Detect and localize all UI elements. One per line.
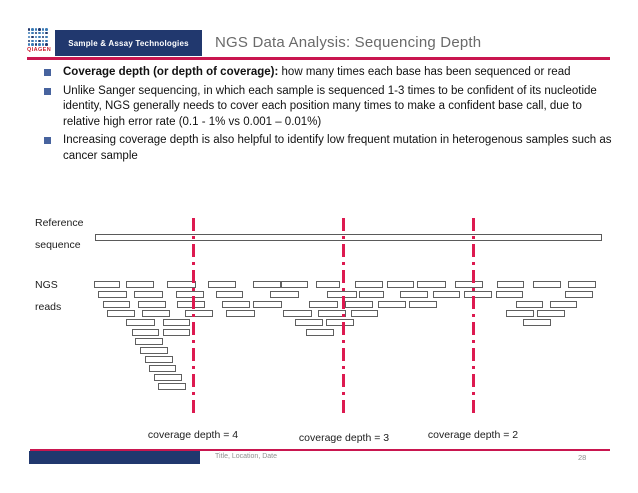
ngs-read	[126, 281, 154, 288]
logo-dot-icon	[45, 43, 48, 46]
ngs-read	[138, 301, 166, 308]
ngs-read	[163, 319, 190, 326]
logo-dot-icon	[38, 28, 41, 31]
header-divider	[27, 57, 610, 60]
ngs-read	[533, 281, 561, 288]
ngs-read	[433, 291, 460, 298]
ngs-read	[134, 291, 163, 298]
ngs-read	[176, 291, 204, 298]
page-number: 28	[578, 453, 587, 462]
ngs-read	[455, 281, 483, 288]
ngs-read	[523, 319, 551, 326]
ngs-reads-label-line2: reads	[35, 301, 62, 313]
logo-dot-icon	[35, 32, 38, 35]
ngs-read	[496, 291, 523, 298]
coverage-position-dashed-line	[192, 218, 195, 417]
logo-dot-icon	[28, 32, 31, 35]
logo-dot-icon	[31, 43, 34, 46]
ngs-read	[216, 291, 243, 298]
ngs-read	[506, 310, 534, 317]
ngs-read	[226, 310, 255, 317]
ngs-read	[309, 301, 338, 308]
ngs-read	[163, 329, 190, 336]
qiagen-dot-matrix-icon	[27, 28, 49, 46]
ngs-read	[253, 301, 282, 308]
logo-dot-icon	[35, 36, 38, 39]
bullet-rest: Increasing coverage depth is also helpful to identify low frequent mutation in heterogenous samples such as cancer sample	[63, 134, 612, 162]
ngs-read	[497, 281, 524, 288]
ngs-read	[283, 310, 312, 317]
ngs-read	[103, 301, 130, 308]
ngs-read	[316, 281, 340, 288]
logo-dot-icon	[28, 43, 31, 46]
ngs-read	[135, 338, 163, 345]
logo-dot-icon	[38, 32, 41, 35]
page-title: NGS Data Analysis: Sequencing Depth	[215, 34, 482, 51]
ngs-read	[94, 281, 120, 288]
coverage-position-dashed-line	[472, 218, 475, 417]
footer-navy-bar	[29, 451, 200, 464]
coverage-position-dashed-line	[342, 218, 345, 417]
ngs-read	[132, 329, 159, 336]
ngs-read	[345, 301, 373, 308]
coverage-depth-label: coverage depth = 4	[147, 429, 239, 441]
ngs-read	[464, 291, 492, 298]
logo-dot-icon	[38, 40, 41, 43]
logo-dot-icon	[35, 43, 38, 46]
logo-dot-icon	[42, 40, 45, 43]
ngs-read	[565, 291, 593, 298]
bullet-square-icon	[44, 137, 51, 144]
ngs-read	[400, 291, 428, 298]
logo-dot-icon	[42, 32, 45, 35]
logo-dot-icon	[35, 40, 38, 43]
logo-dot-icon	[45, 28, 48, 31]
logo-dot-icon	[28, 28, 31, 31]
logo-dot-icon	[31, 28, 34, 31]
reference-label-line2: sequence	[35, 239, 81, 251]
bullet-item	[44, 84, 616, 131]
qiagen-logo-word: QIAGEN	[27, 47, 52, 53]
logo-dot-icon	[28, 36, 31, 39]
ngs-read	[149, 365, 176, 372]
ngs-read	[295, 319, 323, 326]
reference-label-line1: Reference	[35, 217, 84, 229]
ngs-read	[177, 301, 205, 308]
ngs-read	[208, 281, 236, 288]
bullet-square-icon	[44, 88, 51, 95]
ngs-read	[98, 291, 127, 298]
ngs-read	[185, 310, 213, 317]
bullet-rest: Unlike Sanger sequencing, in which each sample is sequenced 1-3 times to be confident of its nucleotide identity, NGS generally needs to cover each position many times to make a confident base call, due to relative high error rate (0.1 - 1% vs 0.001 – 0.01%)	[63, 84, 597, 128]
ngs-reads-label-line1: NGS	[35, 279, 58, 291]
footer-placeholder-text: Title, Location, Date	[215, 453, 277, 460]
bullet-square-icon	[44, 69, 51, 76]
qiagen-logo	[27, 28, 52, 55]
logo-dot-icon	[35, 28, 38, 31]
logo-dot-icon	[45, 32, 48, 35]
ngs-read	[154, 374, 182, 381]
ngs-read	[537, 310, 565, 317]
ngs-read	[142, 310, 170, 317]
ngs-read	[387, 281, 414, 288]
ngs-read	[351, 310, 378, 317]
bullet-lead: Coverage depth (or depth of coverage):	[63, 66, 279, 78]
bullet-list	[44, 65, 616, 167]
logo-dot-icon	[28, 40, 31, 43]
ngs-read	[270, 291, 299, 298]
logo-dot-icon	[45, 40, 48, 43]
logo-dot-icon	[42, 43, 45, 46]
ngs-read	[417, 281, 446, 288]
ngs-read	[145, 356, 173, 363]
ngs-read	[359, 291, 384, 298]
logo-dot-icon	[42, 36, 45, 39]
bullet-item	[44, 133, 616, 164]
coverage-depth-label: coverage depth = 2	[427, 429, 519, 441]
ngs-read	[253, 281, 281, 288]
ngs-read	[158, 383, 186, 390]
ngs-read	[281, 281, 308, 288]
ngs-read	[326, 319, 354, 326]
logo-dot-icon	[31, 32, 34, 35]
bullet-text	[63, 84, 616, 131]
ngs-read	[355, 281, 383, 288]
logo-dot-icon	[38, 36, 41, 39]
ngs-read	[222, 301, 250, 308]
ngs-read	[568, 281, 596, 288]
ngs-read	[140, 347, 168, 354]
logo-dot-icon	[42, 28, 45, 31]
bullet-rest: how many times each base has been sequenced or read	[278, 66, 571, 78]
ngs-read	[126, 319, 155, 326]
logo-dot-icon	[38, 43, 41, 46]
logo-dot-icon	[31, 36, 34, 39]
ngs-read	[378, 301, 406, 308]
ngs-read	[306, 329, 334, 336]
ngs-read	[516, 301, 543, 308]
ngs-read	[107, 310, 135, 317]
reference-sequence-bar	[95, 234, 602, 241]
ngs-read	[550, 301, 577, 308]
bullet-text	[63, 133, 616, 164]
brand-bar-label: Sample & Assay Technologies	[68, 38, 189, 48]
coverage-depth-label: coverage depth = 3	[298, 432, 390, 444]
brand-bar	[55, 30, 202, 56]
bullet-item	[44, 65, 616, 81]
bullet-text	[63, 65, 571, 81]
logo-dot-icon	[31, 40, 34, 43]
ngs-read	[409, 301, 437, 308]
logo-dot-icon	[45, 36, 48, 39]
